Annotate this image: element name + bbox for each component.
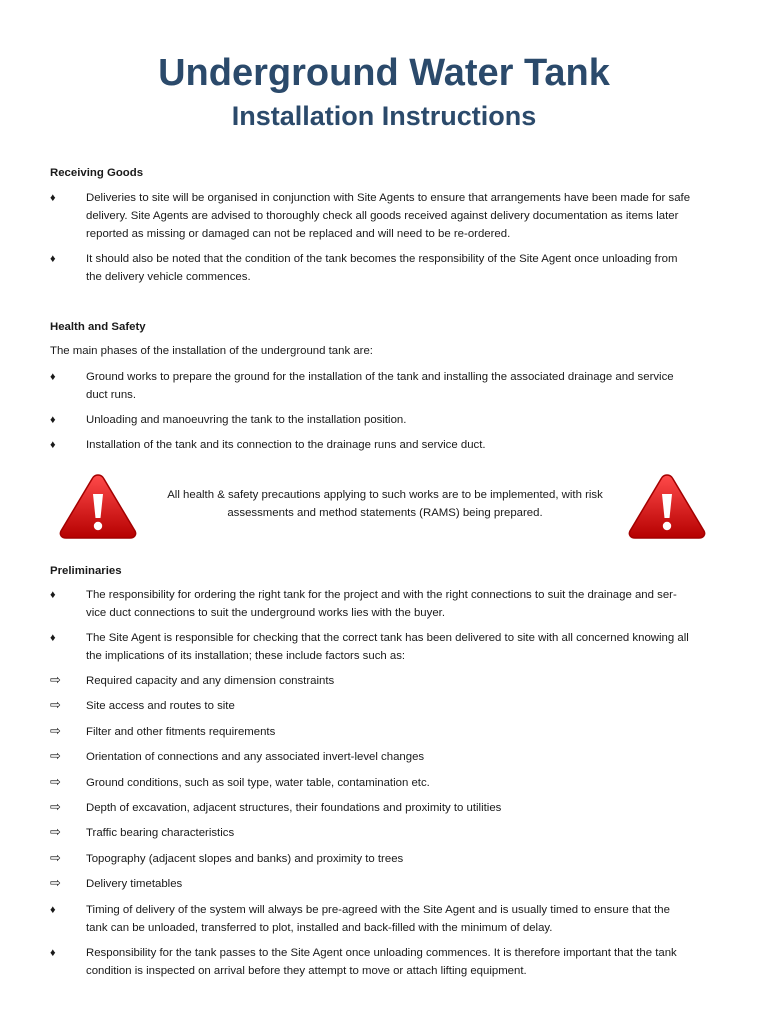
section-heading-health: Health and Safety xyxy=(50,321,146,333)
bullet-marker: ♦ xyxy=(50,947,56,959)
list-item-line: Required capacity and any dimension constraints xyxy=(86,675,335,687)
arrow-marker-icon: ⇨ xyxy=(50,723,61,738)
section-heading-preliminaries: Preliminaries xyxy=(50,565,122,577)
list-item-line: Ground works to prepare the ground for the installation of the tank and installing the associated drainage and service xyxy=(86,371,674,383)
list-item-line: duct runs. xyxy=(86,389,137,401)
arrow-marker-icon: ⇨ xyxy=(50,748,61,763)
list-item-line: It should also be noted that the condition of the tank becomes the responsibility of the Site Agent once unloading from xyxy=(86,253,678,265)
bullet-marker: ♦ xyxy=(50,253,56,265)
list-item-line: Unloading and manoeuvring the tank to the installation position. xyxy=(86,414,407,426)
warning-line: assessments and method statements (RAMS) being prepared. xyxy=(227,507,543,519)
page-title: Underground Water Tank xyxy=(158,52,610,94)
page-subtitle: Installation Instructions xyxy=(231,101,537,131)
list-item-line: Filter and other fitments requirements xyxy=(86,726,276,738)
bullet-marker: ♦ xyxy=(50,904,56,916)
list-item-line: condition is inspected on arrival before they attempt to move or attach lifting equipment. xyxy=(86,965,527,977)
bullet-marker: ♦ xyxy=(50,414,56,426)
bullet-marker: ♦ xyxy=(50,589,56,601)
warning-triangle-icon xyxy=(627,472,707,540)
list-item-line: the implications of its installation; these include factors such as: xyxy=(86,650,406,662)
list-item-line: The responsibility for ordering the right tank for the project and with the right connections to suit the drainage and ser- xyxy=(86,589,677,601)
list-item-line: Deliveries to site will be organised in conjunction with Site Agents to ensure that arrangements have been made for safe xyxy=(86,192,691,204)
warning-line: All health & safety precautions applying to such works are to be implemented, with risk xyxy=(167,489,603,501)
section-intro: The main phases of the installation of the underground tank are: xyxy=(50,345,373,357)
list-item-line: The Site Agent is responsible for checking that the correct tank has been delivered to site with all concerned knowing all xyxy=(86,632,689,644)
list-item-line: Ground conditions, such as soil type, water table, contamination etc. xyxy=(86,777,430,789)
bullet-marker: ♦ xyxy=(50,192,56,204)
arrow-marker-icon: ⇨ xyxy=(50,799,61,814)
arrow-marker-icon: ⇨ xyxy=(50,672,61,687)
list-item-line: Delivery timetables xyxy=(86,878,183,890)
warning-message xyxy=(150,486,620,522)
list-item-line: Responsibility for the tank passes to the Site Agent once unloading commences. It is therefore important that the tank xyxy=(86,947,677,959)
section-heading-receiving: Receiving Goods xyxy=(50,167,144,179)
list-item-line: reported as missing or damaged can not be replaced and will need to be re-ordered. xyxy=(86,228,511,240)
list-item-line: tank can be unloaded, transferred to plot, installed and back-filled with the minimum of delay. xyxy=(86,922,553,934)
arrow-marker-icon: ⇨ xyxy=(50,850,61,865)
arrow-marker-icon: ⇨ xyxy=(50,875,61,890)
list-item-line: Depth of excavation, adjacent structures, their foundations and proximity to utilities xyxy=(86,802,502,814)
list-item-line: Traffic bearing characteristics xyxy=(86,827,235,839)
bullet-marker: ♦ xyxy=(50,371,56,383)
arrow-marker-icon: ⇨ xyxy=(50,824,61,839)
bullet-marker: ♦ xyxy=(50,439,56,451)
arrow-marker-icon: ⇨ xyxy=(50,774,61,789)
list-item-line: Timing of delivery of the system will always be pre-agreed with the Site Agent and is usually timed to ensure that the xyxy=(86,904,670,916)
bullet-marker: ♦ xyxy=(50,632,56,644)
warning-triangle-icon xyxy=(58,472,138,540)
list-item-line: Orientation of connections and any associated invert-level changes xyxy=(86,751,425,763)
list-item-line: Topography (adjacent slopes and banks) and proximity to trees xyxy=(86,853,404,865)
list-item-line: the delivery vehicle commences. xyxy=(86,271,251,283)
list-item-line: Site access and routes to site xyxy=(86,700,235,712)
list-item-line: vice duct connections to suit the underground works lies with the buyer. xyxy=(86,607,446,619)
list-item-line: delivery. Site Agents are advised to thoroughly check all goods received against delivery documentation as items later xyxy=(86,210,679,222)
arrow-marker-icon: ⇨ xyxy=(50,697,61,712)
list-item-line: Installation of the tank and its connection to the drainage runs and service duct. xyxy=(86,439,486,451)
